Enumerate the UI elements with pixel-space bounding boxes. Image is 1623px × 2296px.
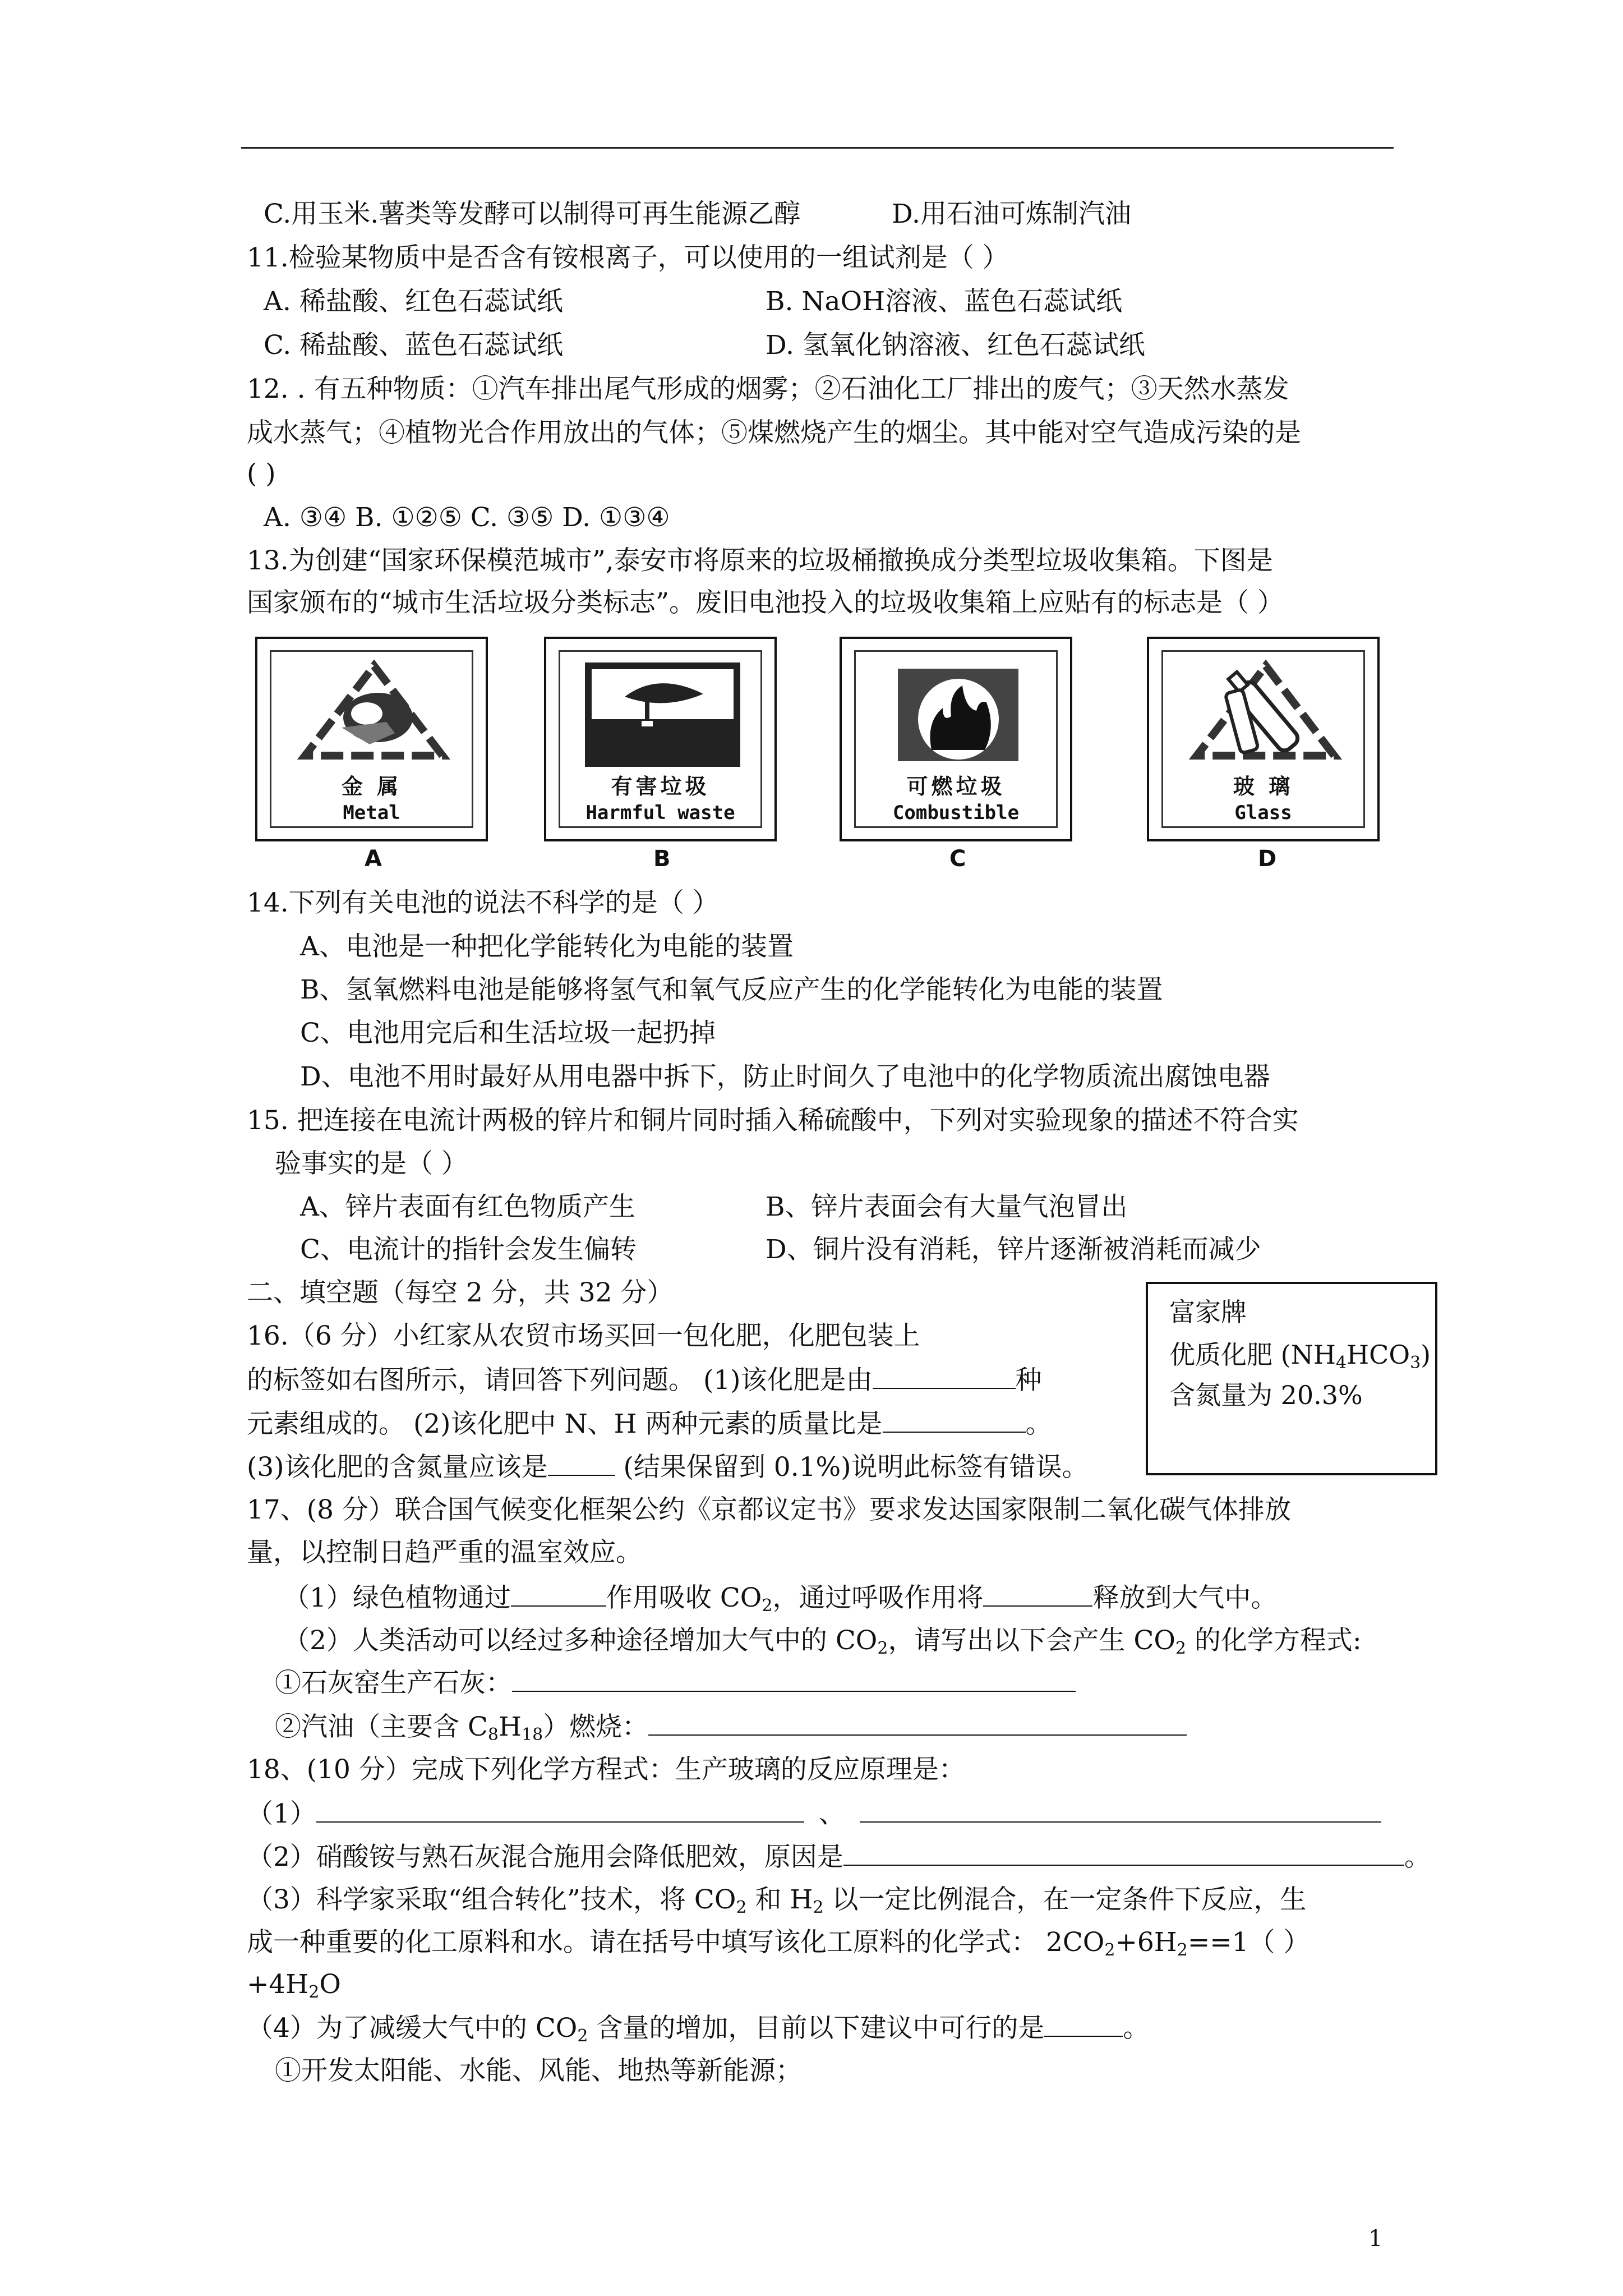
q14-option-b: B、氢氧燃料电池是能够将氢气和氧气反应产生的化学能转化为电能的装置 bbox=[300, 974, 1163, 1005]
question-15-line1: 15. 把连接在电流计两极的锌片和铜片同时插入稀硫酸中，下列对实验现象的描述不符合实 bbox=[247, 1105, 1299, 1136]
sign-letter-c: C bbox=[949, 846, 966, 872]
question-18-line1: 18、(10 分）完成下列化学方程式：生产玻璃的反应原理是： bbox=[247, 1754, 965, 1785]
q18-blank-1[interactable] bbox=[316, 1797, 804, 1823]
sign-letter-d: D bbox=[1258, 846, 1277, 872]
question-14: 14.下列有关电池的说法不科学的是（ ） bbox=[247, 887, 719, 918]
q15-option-a: A、锌片表面有红色物质产生 bbox=[300, 1191, 635, 1222]
q14-option-c: C、电池用完后和生活垃圾一起扔掉 bbox=[300, 1018, 716, 1048]
sign-a-cn: 金 属 bbox=[341, 774, 402, 799]
question-18-part3-line2: 成一种重要的化工原料和水。请在括号中填写该化工原料的化学式： $2CO_2+6H_2==1$（ ） bbox=[247, 1927, 1310, 1960]
q16-blank-1[interactable] bbox=[873, 1363, 1016, 1389]
question-13-line1: 13.为创建“国家环保模范城市”,泰安市将原来的垃圾桶撤换成分类型垃圾收集箱。下图是 bbox=[247, 545, 1273, 576]
sign-a-en: Metal bbox=[343, 802, 400, 824]
q11-option-d: D. 氢氧化钠溶液、红色石蕊试纸 bbox=[766, 330, 1145, 361]
q16-blank-3[interactable] bbox=[548, 1450, 615, 1476]
question-12-line1: 12. . 有五种物质：①汽车排出尾气形成的烟雾；②石油化工厂排出的废气；③天然水蒸发 bbox=[247, 374, 1289, 404]
q12-options: A. ③④ B. ①②⑤ C. ③⑤ D. ①③④ bbox=[264, 502, 670, 533]
flame-icon bbox=[859, 655, 1058, 767]
sign-b-en: Harmful waste bbox=[585, 802, 735, 824]
page-number: 1 bbox=[1368, 2226, 1383, 2252]
section-2-heading: 二、填空题（每空 2 分，共 32 分） bbox=[247, 1277, 674, 1308]
label-brand: 富家牌 bbox=[1169, 1297, 1247, 1327]
sign-d-cn: 玻 璃 bbox=[1233, 774, 1294, 799]
question-18-option-1: ①开发太阳能、水能、风能、地热等新能源； bbox=[275, 2055, 802, 2086]
question-17-part2: （2）人类活动可以经过多种途径增加大气中的 $CO_2$，请写出以下会产生 $CO_2$ 的化学方程式: bbox=[283, 1625, 1362, 1658]
recycle-metal-icon bbox=[274, 655, 473, 767]
question-18-part2: （2）硝酸铵与熟石灰混合施用会降低肥效，原因是 。 bbox=[247, 1840, 1431, 1874]
question-13-line2: 国家颁布的“城市生活垃圾分类标志”。废旧电池投入的垃圾收集箱上应贴有的标志是（ ） bbox=[247, 587, 1284, 618]
question-18-part3-line3: $+4H_2O$ bbox=[247, 1969, 341, 2002]
sign-b-cn: 有害垃圾 bbox=[611, 774, 710, 799]
header-rule bbox=[241, 147, 1394, 149]
q18-blank-2[interactable] bbox=[860, 1797, 1381, 1823]
question-18-part3: （3）科学家采取“组合转化”技术，将 $CO_2$ 和 $H_2$ 以一定比例混合，在一定条件下反应，生 bbox=[247, 1884, 1307, 1917]
sign-c-cn: 可燃垃圾 bbox=[906, 774, 1006, 799]
sign-harmful bbox=[544, 637, 777, 841]
sign-letter-b: B bbox=[653, 846, 671, 872]
sign-metal bbox=[255, 637, 488, 841]
question-17-gasoline: ②汽油（主要含 $C_8H_{18}$）燃烧： bbox=[275, 1710, 1187, 1744]
question-16-line4: (3)该化肥的含氮量应该是 (结果保留到 0.1%)说明此标签有错误。 bbox=[247, 1450, 1089, 1484]
question-17-line1: 17、(8 分）联合国气候变化框架公约《京都议定书》要求发达国家限制二氧化碳气体排放 bbox=[247, 1494, 1291, 1525]
q11-option-c: C. 稀盐酸、蓝色石蕊试纸 bbox=[264, 330, 564, 361]
q17-blank-1[interactable] bbox=[511, 1581, 606, 1607]
question-17-line2: 量，以控制日趋严重的温室效应。 bbox=[247, 1537, 642, 1568]
option-c-line: C.用玉米.薯类等发酵可以制得可再生能源乙醇 bbox=[264, 199, 801, 229]
q17-blank-3[interactable] bbox=[512, 1666, 1076, 1692]
sign-glass bbox=[1147, 637, 1380, 841]
q17-blank-2[interactable] bbox=[983, 1581, 1092, 1607]
question-11: 11.检验某物质中是否含有铵根离子，可以使用的一组试剂是（ ） bbox=[247, 242, 1009, 273]
question-16-line2: 的标签如右图所示，请回答下列问题。 (1)该化肥是由 种 bbox=[247, 1363, 1042, 1397]
q17-blank-4[interactable] bbox=[648, 1710, 1187, 1736]
question-17-lime: ①石灰窑生产石灰： bbox=[275, 1666, 1076, 1700]
label-product: 优质化肥 $(NH_4HCO_3)$ bbox=[1169, 1340, 1431, 1373]
question-12-line3: ( ) bbox=[247, 458, 276, 489]
q16-blank-2[interactable] bbox=[883, 1407, 1026, 1433]
sign-c-en: Combustible bbox=[892, 802, 1020, 824]
harmful-waste-icon bbox=[563, 655, 762, 767]
q14-option-d: D、电池不用时最好从用电器中拆下，防止时间久了电池中的化学物质流出腐蚀电器 bbox=[300, 1061, 1270, 1092]
q15-option-b: B、锌片表面会有大量气泡冒出 bbox=[766, 1191, 1128, 1222]
question-15-line2: 验事实的是（ ） bbox=[275, 1148, 468, 1179]
question-12-line2: 成水蒸气；④植物光合作用放出的气体；⑤煤燃烧产生的烟尘。其中能对空气造成污染的是 bbox=[247, 417, 1301, 448]
question-16-line3: 元素组成的。 (2)该化肥中 N、H 两种元素的质量比是 。 bbox=[247, 1407, 1052, 1441]
q15-option-c: C、电流计的指针会发生偏转 bbox=[300, 1234, 637, 1265]
recycle-glass-icon bbox=[1166, 655, 1365, 767]
q11-option-b: B. NaOH溶液、蓝色石蕊试纸 bbox=[766, 286, 1123, 317]
q18-blank-3[interactable] bbox=[843, 1840, 1404, 1866]
q11-option-a: A. 稀盐酸、红色石蕊试纸 bbox=[264, 286, 563, 317]
sign-d-en: Glass bbox=[1234, 802, 1292, 824]
q18-blank-4[interactable] bbox=[1044, 2011, 1123, 2037]
sign-letter-a: A bbox=[365, 846, 382, 872]
question-18-part4: （4）为了减缓大气中的 $CO_2$ 含量的增加，目前以下建议中可行的是 。 bbox=[247, 2011, 1149, 2045]
sign-combustible bbox=[840, 637, 1072, 841]
option-d-line: D.用石油可炼制汽油 bbox=[892, 199, 1131, 229]
question-18-part1: （1） 、 bbox=[247, 1797, 1381, 1831]
question-17-part1: （1）绿色植物通过 作用吸收 $CO_2$，通过呼吸作用将 释放到大气中。 bbox=[283, 1581, 1277, 1615]
q15-option-d: D、铜片没有消耗，锌片逐渐被消耗而减少 bbox=[766, 1234, 1261, 1265]
q14-option-a: A、电池是一种把化学能转化为电能的装置 bbox=[300, 931, 794, 962]
label-nitrogen: 含氮量为 20.3% bbox=[1169, 1380, 1363, 1410]
fertilizer-label-box bbox=[1146, 1282, 1437, 1475]
question-16-line1: 16.（6 分）小红家从农贸市场买回一包化肥，化肥包装上 bbox=[247, 1320, 920, 1351]
